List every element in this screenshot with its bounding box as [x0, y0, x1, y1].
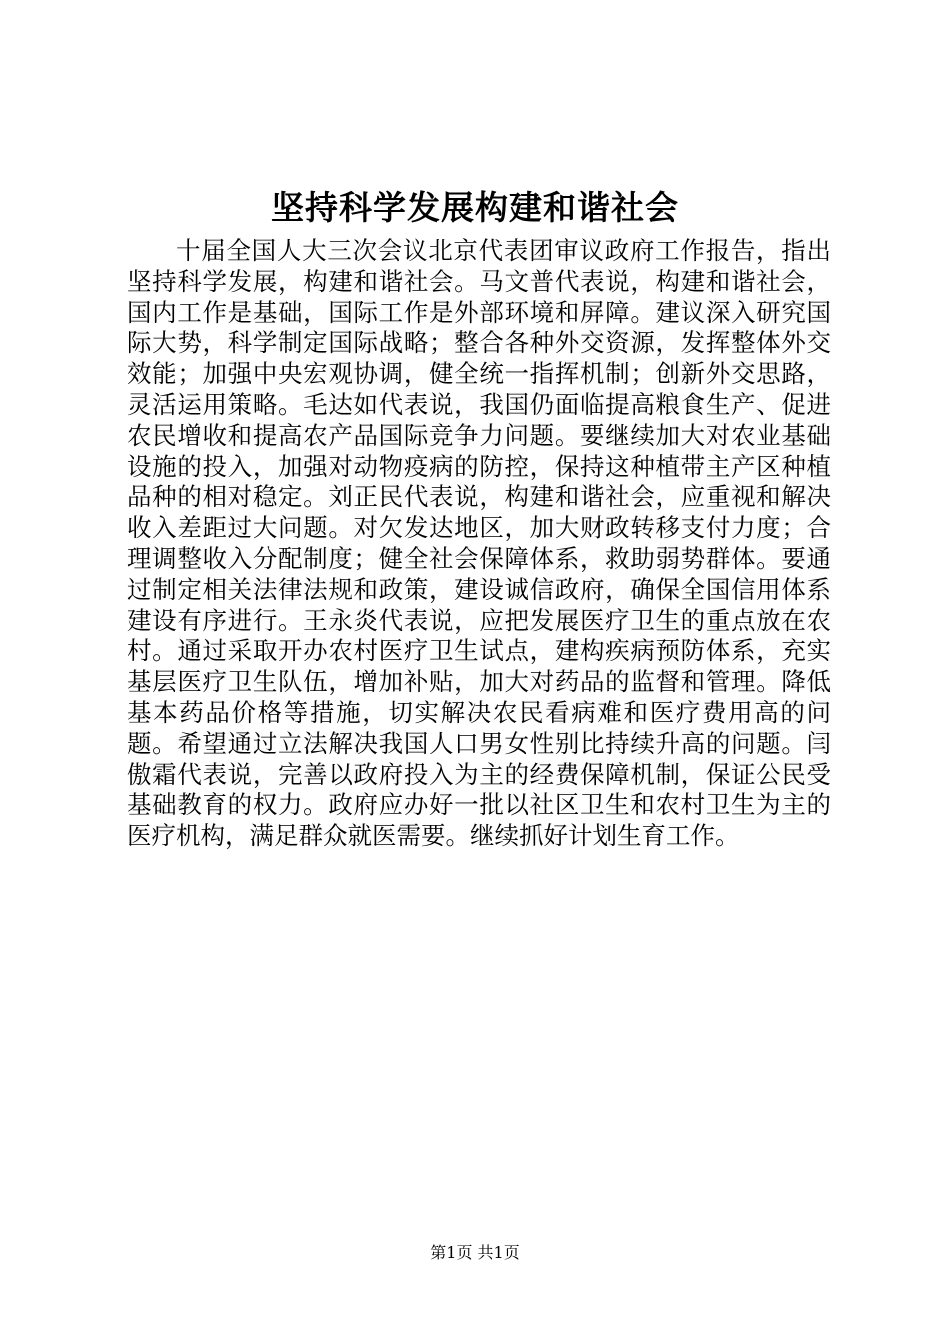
page-footer: 第1页 共1页 [430, 1243, 520, 1262]
body-paragraph: 十届全国人大三次会议北京代表团审议政府工作报告，指出坚持科学发展，构建和谐社会。马文普代表说，构建和谐社会，国内工作是基础，国际工作是外部环境和屏障。建议深入研究国际大势，科学制定国际战略；整合各种外交资源，发挥整体外交效能；加强中央宏观协调，健全统一指挥机制；创新外交思路，灵活运用策略。毛达如代表说，我国仍面临提高粮食生产、促进农民增收和提高农产品国际竞争力问题。要继续加大对农业基础设施的投入，加强对动物疫病的防控，保持这种植带主产区种植品种的相对稳定。刘正民代表说，构建和谐社会，应重视和解决收入差距过大问题。对欠发达地区，加大财政转移支付力度；合理调整收入分配制度；健全社会保障体系，救助弱势群体。要通过制定相关法律法规和政策，建设诚信政府，确保全国信用体系建设有序进行。王永炎代表说，应把发展医疗卫生的重点放在农村。通过采取开办农村医疗卫生试点，建构疾病预防体系，充实基层医疗卫生队伍，增加补贴，加大对药品的监督和管理。降低基本药品价格等措施，切实解决农民看病难和医疗费用高的问题。希望通过立法解决我国人口男女性别比持续升高的问题。闫傲霜代表说，完善以政府投入为主的经费保障机制，保证公民受基础教育的权力。政府应办好一批以社区卫生和农村卫生为主的医疗机构，满足群众就医需要。继续抓好计划生育工作。 [127, 236, 831, 851]
document-title: 坚持科学发展构建和谐社会 [271, 188, 679, 227]
